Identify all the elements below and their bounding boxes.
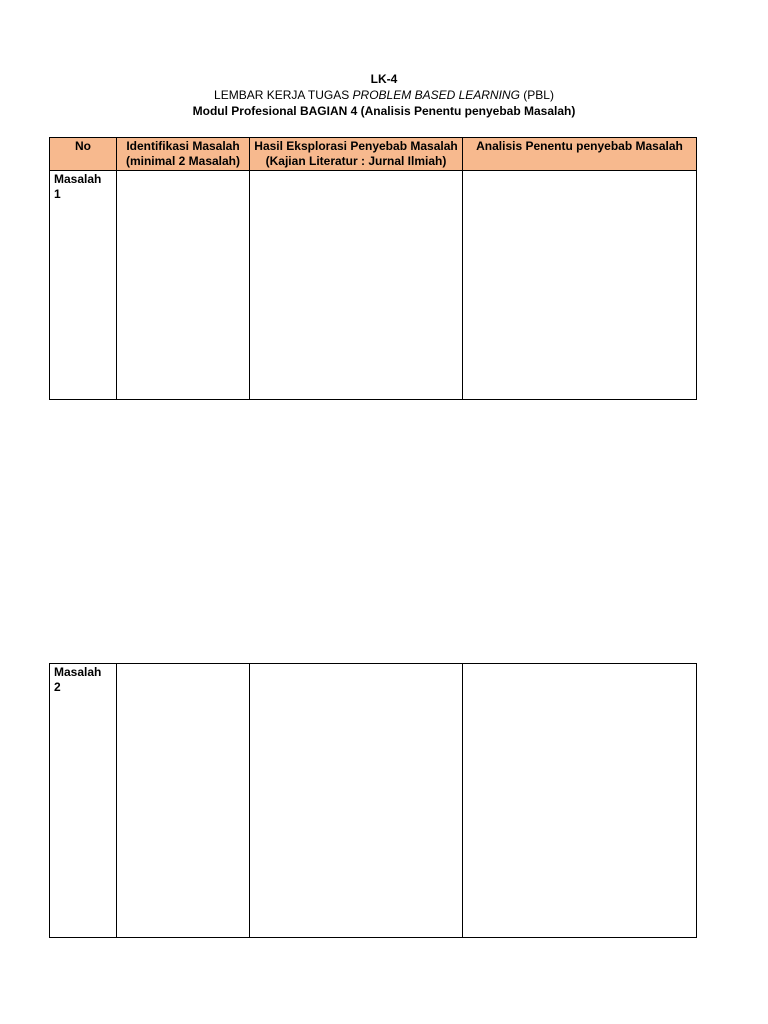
subtitle-prefix: LEMBAR KERJA TUGAS — [214, 88, 353, 102]
subtitle-suffix: (PBL) — [519, 88, 554, 102]
worksheet-subtitle — [0, 87, 768, 103]
column-header-analisis: Analisis Penentu penyebab Masalah — [463, 138, 697, 171]
module-title: Modul Profesional BAGIAN 4 (Analisis Penentu penyebab Masalah) — [192, 104, 576, 118]
cell-analisis-1[interactable] — [463, 171, 697, 400]
subtitle-italic: PROBLEM BASED LEARNING — [352, 88, 520, 102]
column-header-no: No — [50, 138, 117, 171]
column-header-hasil-eksplorasi: Hasil Eksplorasi Penyebab Masalah (Kajian Literatur : Jurnal Ilmiah) — [250, 138, 463, 171]
worksheet-code: LK-4 — [370, 72, 398, 86]
row-label-masalah-1: Masalah 1 — [50, 171, 117, 400]
table-row-masalah-1 — [50, 171, 697, 400]
cell-hasil-eksplorasi-2[interactable] — [250, 664, 463, 938]
table-header-row — [50, 138, 697, 171]
document-header — [0, 71, 768, 119]
column-header-identifikasi: Identifikasi Masalah (minimal 2 Masalah) — [117, 138, 250, 171]
table-row-masalah-2 — [50, 664, 697, 938]
cell-analisis-2[interactable] — [463, 664, 697, 938]
worksheet-table-masalah-1 — [49, 137, 697, 400]
cell-identifikasi-2[interactable] — [117, 664, 250, 938]
cell-identifikasi-1[interactable] — [117, 171, 250, 400]
row-label-masalah-2: Masalah 2 — [50, 664, 117, 938]
worksheet-table-masalah-2 — [49, 663, 697, 938]
cell-hasil-eksplorasi-1[interactable] — [250, 171, 463, 400]
